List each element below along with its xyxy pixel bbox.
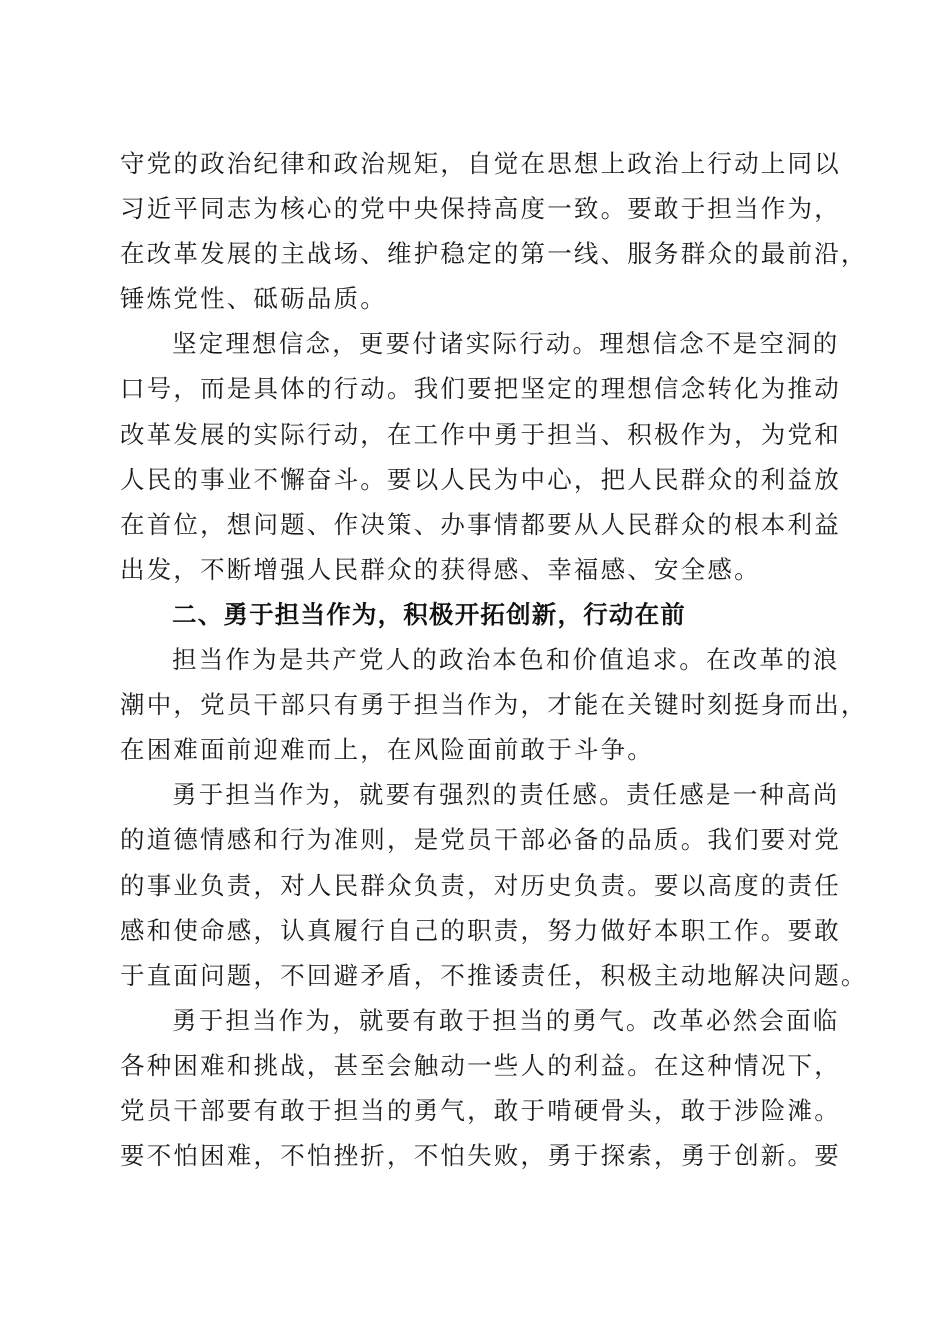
paragraph-first-line: 勇于担当作为，就要有敢于担当的勇气。改革必然会面临 bbox=[172, 1005, 840, 1035]
document-body bbox=[120, 141, 868, 1178]
paragraph-line: 出发，不断增强人民群众的获得感、幸福感、安全感。 bbox=[120, 554, 761, 584]
paragraph-line: 守党的政治纪律和政治规矩，自觉在思想上政治上行动上同以 bbox=[120, 149, 841, 178]
paragraph-line: 要不怕困难，不怕挫折，不怕失败，勇于探索，勇于创新。要 bbox=[120, 1141, 841, 1171]
paragraph-line: 党员干部要有敢于担当的勇气，敢于啃硬骨头，敢于涉险滩。 bbox=[120, 1095, 841, 1125]
paragraph-line: 的事业负责，对人民群众负责，对历史负责。要以高度的责任 bbox=[120, 870, 841, 900]
paragraph-line: 习近平同志为核心的党中央保持高度一致。要敢于担当作为， bbox=[120, 194, 841, 224]
paragraph-first-line: 坚定理想信念，更要付诸实际行动。理想信念不是空洞的 bbox=[172, 329, 840, 359]
paragraph-line: 锤炼党性、砥砺品质。 bbox=[120, 284, 387, 314]
paragraph-line: 感和使命感，认真履行自己的职责，努力做好本职工作。要敢 bbox=[120, 915, 841, 945]
paragraph-line: 在改革发展的主战场、维护稳定的第一线、服务群众的最前沿， bbox=[120, 239, 868, 269]
paragraph-line: 口号，而是具体的行动。我们要把坚定的理想信念转化为推动 bbox=[120, 374, 841, 404]
paragraph-first-line: 担当作为是共产党人的政治本色和价值追求。在改革的浪 bbox=[172, 645, 840, 675]
paragraph-line: 的道德情感和行为准则，是党员干部必备的品质。我们要对党 bbox=[120, 825, 841, 855]
paragraph-line: 人民的事业不懈奋斗。要以人民为中心，把人民群众的利益放 bbox=[120, 464, 841, 494]
paragraph-first-line: 勇于担当作为，就要有强烈的责任感。责任感是一种高尚 bbox=[172, 780, 840, 810]
paragraph-line: 各种困难和挑战，甚至会触动一些人的利益。在这种情况下， bbox=[120, 1050, 841, 1080]
paragraph-line: 在首位，想问题、作决策、办事情都要从人民群众的根本利益 bbox=[120, 509, 841, 539]
paragraph-line: 在困难面前迎难而上，在风险面前敢于斗争。 bbox=[120, 735, 654, 765]
paragraph-line: 潮中，党员干部只有勇于担当作为，才能在关键时刻挺身而出， bbox=[120, 690, 868, 720]
paragraph-line: 改革发展的实际行动，在工作中勇于担当、积极作为，为党和 bbox=[120, 419, 841, 449]
section-heading: 二、勇于担当作为，积极开拓创新，行动在前 bbox=[172, 599, 686, 629]
paragraph-line: 于直面问题，不回避矛盾，不推诿责任，积极主动地解决问题。 bbox=[120, 960, 868, 990]
